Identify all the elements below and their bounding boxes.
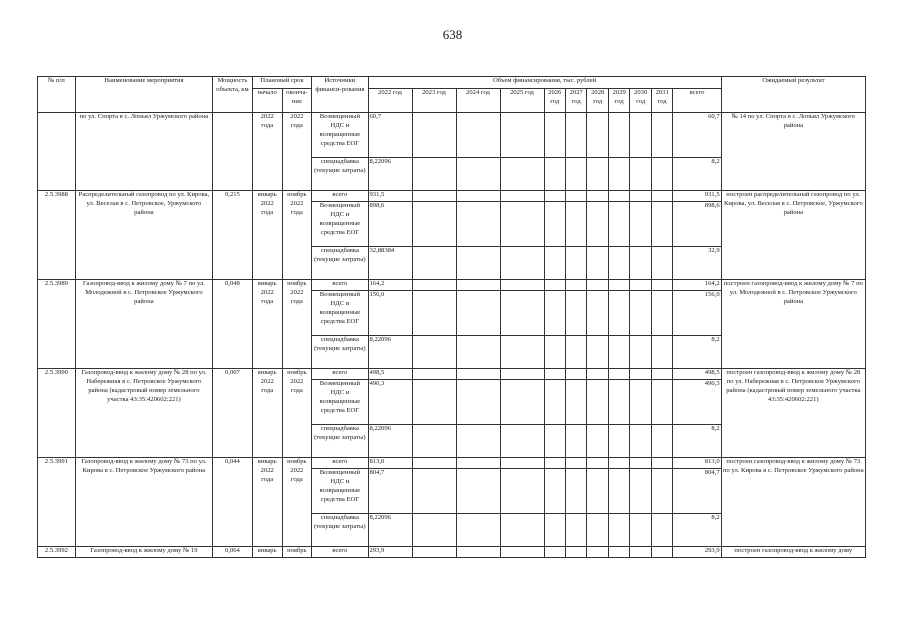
measure-name: Газопровод-ввод к жилому дому № 7 по ул. Молодежной в с. Петровское Уржумского района — [75, 280, 212, 369]
total-value: 8,2 — [673, 425, 721, 458]
total-value: 32,9 — [673, 247, 721, 280]
year-empty-cell — [500, 380, 544, 425]
year-empty-cell — [500, 202, 544, 247]
year-empty-cell — [500, 458, 544, 469]
expected-result: построен газопровод-ввод к жилому дому — [721, 547, 865, 558]
year-empty-cell — [565, 202, 586, 247]
year-empty-cell — [565, 469, 586, 514]
year-empty-cell — [565, 514, 586, 547]
year-empty-cell — [544, 369, 565, 380]
year-empty-cell — [608, 336, 629, 369]
source-label: всего — [312, 191, 368, 202]
year-empty-cell — [544, 336, 565, 369]
year-empty-cell — [500, 469, 544, 514]
year-empty-cell — [565, 113, 586, 158]
capacity-value: 0,064 — [212, 547, 252, 558]
header-year: 2025 год — [500, 89, 544, 113]
year-empty-cell — [651, 369, 672, 380]
year-empty-cell — [500, 113, 544, 158]
year-empty-cell — [587, 202, 608, 247]
year-empty-cell — [587, 547, 608, 558]
year-empty-cell — [608, 458, 629, 469]
year-empty-cell — [608, 191, 629, 202]
header-year: 2024 год — [456, 89, 500, 113]
year-empty-cell — [412, 247, 456, 280]
end-date: ноябрь 2022 года — [282, 458, 312, 547]
year-empty-cell — [651, 514, 672, 547]
year-empty-cell — [608, 514, 629, 547]
expected-result: построен газопровод-ввод к жилому дому № 7 по ул. Молодежной в с. Петровское Уржумского района — [721, 280, 865, 369]
year-2022-value: 813,0 — [368, 458, 412, 469]
header-year: 2028 год — [587, 89, 608, 113]
total-value: 8,2 — [673, 514, 721, 547]
source-label: спецнадбавка (текущие затраты) — [312, 247, 368, 280]
year-empty-cell — [565, 380, 586, 425]
year-empty-cell — [565, 369, 586, 380]
year-empty-cell — [565, 247, 586, 280]
source-label: спецнадбавка (текущие затраты) — [312, 425, 368, 458]
year-empty-cell — [651, 380, 672, 425]
header-year: 2030 год — [630, 89, 651, 113]
table-row — [38, 280, 866, 291]
year-empty-cell — [412, 369, 456, 380]
year-empty-cell — [630, 113, 651, 158]
year-empty-cell — [630, 247, 651, 280]
year-empty-cell — [651, 291, 672, 336]
row-number: 2.5.3991 — [38, 458, 76, 547]
source-label: спецнадбавка (текущие затраты) — [312, 158, 368, 191]
year-empty-cell — [500, 425, 544, 458]
year-empty-cell — [544, 469, 565, 514]
page-number: 638 — [442, 27, 463, 42]
year-empty-cell — [587, 380, 608, 425]
year-empty-cell — [565, 191, 586, 202]
year-empty-cell — [630, 380, 651, 425]
year-empty-cell — [630, 369, 651, 380]
row-number: 2.5.3989 — [38, 280, 76, 369]
measure-name: Газопровод-ввод к жилому дому № 19 — [75, 547, 212, 558]
year-empty-cell — [587, 280, 608, 291]
year-empty-cell — [544, 425, 565, 458]
year-empty-cell — [565, 158, 586, 191]
year-empty-cell — [456, 247, 500, 280]
total-value: 498,5 — [673, 369, 721, 380]
year-2022-value: 8,22096 — [368, 336, 412, 369]
total-value: 8,2 — [673, 158, 721, 191]
year-empty-cell — [651, 336, 672, 369]
source-label: Возмещенный НДС и возвращенные средства ЕОГ — [312, 380, 368, 425]
year-empty-cell — [651, 469, 672, 514]
year-empty-cell — [544, 547, 565, 558]
year-empty-cell — [565, 280, 586, 291]
year-empty-cell — [608, 469, 629, 514]
year-empty-cell — [630, 202, 651, 247]
year-empty-cell — [565, 291, 586, 336]
header-volume: Объем финансирования, тыс. рублей — [368, 77, 721, 89]
year-empty-cell — [587, 425, 608, 458]
start-date: январь 2022 года — [252, 369, 282, 458]
year-empty-cell — [651, 547, 672, 558]
year-empty-cell — [544, 458, 565, 469]
year-empty-cell — [651, 191, 672, 202]
year-empty-cell — [456, 336, 500, 369]
expected-result: № 14 по ул. Спорта в с. Лопьял Уржумского района — [721, 113, 865, 191]
end-date: ноябрь — [282, 547, 312, 558]
year-empty-cell — [587, 158, 608, 191]
year-empty-cell — [608, 547, 629, 558]
header-year: 2026 год — [544, 89, 565, 113]
year-empty-cell — [565, 458, 586, 469]
year-2022-value: 931,5 — [368, 191, 412, 202]
source-label: всего — [312, 458, 368, 469]
year-empty-cell — [412, 191, 456, 202]
year-empty-cell — [456, 425, 500, 458]
year-empty-cell — [587, 336, 608, 369]
header-name: Наименование мероприятия — [75, 77, 212, 113]
row-number: 2.5.3990 — [38, 369, 76, 458]
year-empty-cell — [456, 458, 500, 469]
year-empty-cell — [608, 113, 629, 158]
capacity-value — [212, 113, 252, 191]
year-empty-cell — [565, 425, 586, 458]
start-date: январь — [252, 547, 282, 558]
year-empty-cell — [651, 202, 672, 247]
year-empty-cell — [544, 247, 565, 280]
table-row — [38, 113, 866, 158]
total-value: 156,0 — [673, 291, 721, 336]
year-empty-cell — [456, 291, 500, 336]
year-empty-cell — [412, 547, 456, 558]
header-total: всего — [673, 89, 721, 113]
total-value: 60,7 — [673, 113, 721, 158]
row-number: 2.5.3992 — [38, 547, 76, 558]
year-empty-cell — [587, 469, 608, 514]
year-empty-cell — [651, 458, 672, 469]
header-year: 2031 год — [651, 89, 672, 113]
year-2022-value: 293,9 — [368, 547, 412, 558]
year-empty-cell — [544, 113, 565, 158]
year-empty-cell — [500, 158, 544, 191]
year-empty-cell — [587, 113, 608, 158]
year-empty-cell — [608, 280, 629, 291]
header-year: 2027 год — [565, 89, 586, 113]
year-empty-cell — [544, 191, 565, 202]
year-empty-cell — [651, 425, 672, 458]
start-date: январь 2022 года — [252, 458, 282, 547]
header-year: 2029 год — [608, 89, 629, 113]
year-empty-cell — [608, 380, 629, 425]
start-date: январь 2022 года — [252, 280, 282, 369]
year-empty-cell — [456, 514, 500, 547]
table-row — [38, 458, 866, 469]
year-empty-cell — [651, 158, 672, 191]
table-body — [38, 113, 866, 558]
year-empty-cell — [608, 247, 629, 280]
year-2022-value: 804,7 — [368, 469, 412, 514]
source-label: всего — [312, 369, 368, 380]
header-num: № п/п — [38, 77, 76, 113]
header-result: Ожидаемый результат — [721, 77, 865, 113]
year-empty-cell — [544, 202, 565, 247]
year-empty-cell — [456, 369, 500, 380]
year-empty-cell — [565, 547, 586, 558]
total-value: 804,7 — [673, 469, 721, 514]
year-empty-cell — [587, 191, 608, 202]
year-empty-cell — [412, 336, 456, 369]
row-number: 2.5.3988 — [38, 191, 76, 280]
capacity-value: 0,048 — [212, 280, 252, 369]
year-empty-cell — [456, 380, 500, 425]
capacity-value: 0,044 — [212, 458, 252, 547]
year-empty-cell — [630, 291, 651, 336]
year-2022-value: 60,7 — [368, 113, 412, 158]
start-date: 2022 года — [252, 113, 282, 191]
year-empty-cell — [630, 336, 651, 369]
year-empty-cell — [500, 291, 544, 336]
measure-name: Газопровод-ввод к жилому дому № 28 по ул. Набережная в с. Петровское Уржумского района (кадастровый номер земельного участка 43:35:420602:221) — [75, 369, 212, 458]
year-empty-cell — [587, 458, 608, 469]
end-date: ноябрь 2022 года — [282, 191, 312, 280]
year-empty-cell — [456, 158, 500, 191]
source-label: Возмещенный НДС и возвращенные средства ЕОГ — [312, 202, 368, 247]
year-2022-value: 8,22096 — [368, 425, 412, 458]
year-empty-cell — [630, 469, 651, 514]
year-empty-cell — [412, 469, 456, 514]
header-sources: Источники финанси-рования — [312, 77, 368, 113]
year-empty-cell — [630, 425, 651, 458]
year-2022-value: 490,3 — [368, 380, 412, 425]
total-value: 931,5 — [673, 191, 721, 202]
year-empty-cell — [587, 369, 608, 380]
year-empty-cell — [412, 514, 456, 547]
table-header — [38, 77, 866, 113]
year-2022-value: 164,2 — [368, 280, 412, 291]
year-2022-value: 32,88384 — [368, 247, 412, 280]
year-empty-cell — [630, 458, 651, 469]
year-2022-value: 8,22096 — [368, 158, 412, 191]
source-label: Возмещенный НДС и возвращенные средства ЕОГ — [312, 113, 368, 158]
year-empty-cell — [500, 514, 544, 547]
year-empty-cell — [456, 280, 500, 291]
year-empty-cell — [587, 291, 608, 336]
end-date: 2022 года — [282, 113, 312, 191]
header-year: 2023 год — [412, 89, 456, 113]
total-value: 164,2 — [673, 280, 721, 291]
year-empty-cell — [500, 547, 544, 558]
year-2022-value: 498,5 — [368, 369, 412, 380]
source-label: спецнадбавка (текущие затраты) — [312, 514, 368, 547]
year-empty-cell — [608, 158, 629, 191]
year-empty-cell — [456, 469, 500, 514]
header-period-start: начало — [252, 89, 282, 113]
table-row — [38, 191, 866, 202]
year-2022-value: 156,0 — [368, 291, 412, 336]
source-label: Возмещенный НДС и возвращенные средства ЕОГ — [312, 469, 368, 514]
year-empty-cell — [500, 247, 544, 280]
year-empty-cell — [630, 158, 651, 191]
measure-name: Газопровод-ввод к жилому дому № 73 по ул. Кирова в с. Петровское Уржумского района — [75, 458, 212, 547]
end-date: ноябрь 2022 года — [282, 369, 312, 458]
year-empty-cell — [651, 280, 672, 291]
year-empty-cell — [544, 291, 565, 336]
year-empty-cell — [412, 158, 456, 191]
header-period: Плановый срок — [252, 77, 311, 89]
year-empty-cell — [500, 191, 544, 202]
year-empty-cell — [500, 336, 544, 369]
header-capacity: Мощность объекта, км — [212, 77, 252, 113]
year-empty-cell — [412, 458, 456, 469]
year-empty-cell — [412, 291, 456, 336]
year-empty-cell — [630, 514, 651, 547]
source-label: всего — [312, 280, 368, 291]
year-empty-cell — [456, 202, 500, 247]
header-period-end: оконча-ние — [282, 89, 312, 113]
year-empty-cell — [544, 514, 565, 547]
financing-table — [37, 76, 866, 558]
expected-result: построен газопровод-ввод к жилому дому № 28 по ул. Набережная в с. Петровское Уржумского района (кадастровый номер земельного участка 43:35:420602:221) — [721, 369, 865, 458]
measure-name: по ул. Спорта в с. Лопьял Уржумского района — [75, 113, 212, 191]
year-empty-cell — [608, 202, 629, 247]
year-empty-cell — [651, 247, 672, 280]
year-empty-cell — [587, 514, 608, 547]
year-empty-cell — [651, 113, 672, 158]
year-empty-cell — [412, 113, 456, 158]
year-empty-cell — [608, 425, 629, 458]
year-2022-value: 8,22096 — [368, 514, 412, 547]
expected-result: построен газопровод-ввод к жилому дому № 73 по ул. Кирова в с. Петровское Уржумского района — [721, 458, 865, 547]
year-empty-cell — [608, 369, 629, 380]
total-value: 490,3 — [673, 380, 721, 425]
year-empty-cell — [456, 547, 500, 558]
year-empty-cell — [456, 191, 500, 202]
row-number — [38, 113, 76, 191]
header-year: 2022 год — [368, 89, 412, 113]
total-value: 898,6 — [673, 202, 721, 247]
source-label: всего — [312, 547, 368, 558]
measure-name: Распределительный газопровод по ул. Кирова, ул. Веселая в с. Петровское, Уржумского района — [75, 191, 212, 280]
year-empty-cell — [412, 280, 456, 291]
year-empty-cell — [544, 380, 565, 425]
source-label: спецнадбавка (текущие затраты) — [312, 336, 368, 369]
year-empty-cell — [544, 280, 565, 291]
year-empty-cell — [544, 158, 565, 191]
table-row — [38, 547, 866, 558]
start-date: январь 2022 года — [252, 191, 282, 280]
year-empty-cell — [608, 291, 629, 336]
year-2022-value: 898,6 — [368, 202, 412, 247]
year-empty-cell — [412, 425, 456, 458]
capacity-value: 0,215 — [212, 191, 252, 280]
year-empty-cell — [412, 380, 456, 425]
source-label: Возмещенный НДС и возвращенные средства ЕОГ — [312, 291, 368, 336]
year-empty-cell — [630, 547, 651, 558]
end-date: ноябрь 2022 года — [282, 280, 312, 369]
year-empty-cell — [630, 280, 651, 291]
year-empty-cell — [456, 113, 500, 158]
year-empty-cell — [500, 369, 544, 380]
year-empty-cell — [412, 202, 456, 247]
year-empty-cell — [587, 247, 608, 280]
total-value: 8,2 — [673, 336, 721, 369]
table-row — [38, 369, 866, 380]
total-value: 293,9 — [673, 547, 721, 558]
year-empty-cell — [565, 336, 586, 369]
total-value: 813,0 — [673, 458, 721, 469]
year-empty-cell — [500, 280, 544, 291]
year-empty-cell — [630, 191, 651, 202]
capacity-value: 0,007 — [212, 369, 252, 458]
expected-result: построен распределительный газопровод по ул. Кирова, ул. Веселая в с. Петровское, Уржумского района — [721, 191, 865, 280]
